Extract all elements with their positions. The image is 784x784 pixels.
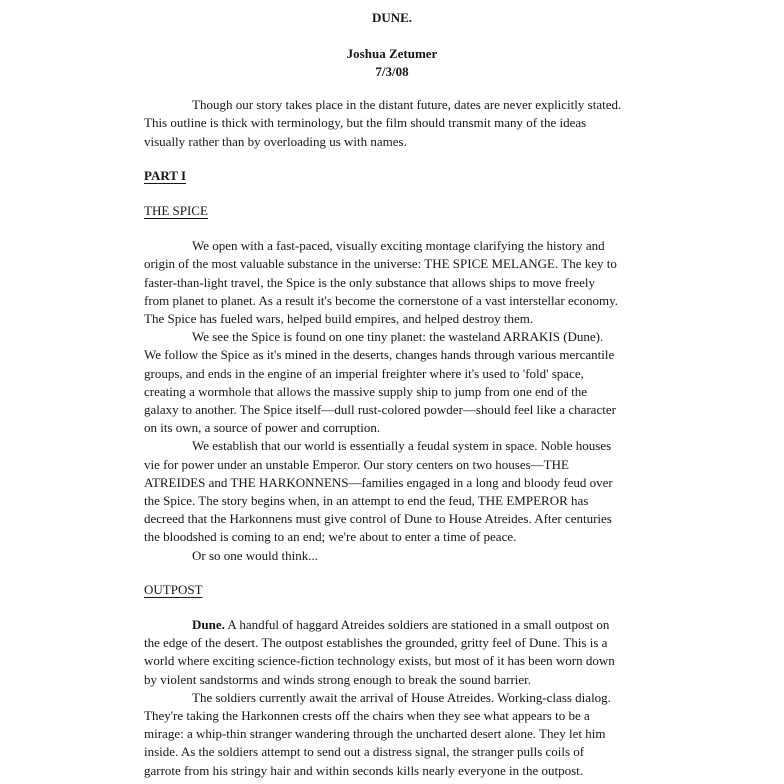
- paragraph-line: visually rather than by overloading us with names.: [144, 133, 407, 149]
- paragraph-line: creating a wormhole that allows the massive supply ship to jump from one end of the: [144, 383, 587, 399]
- outpost-paragraph-1: [144, 616, 694, 689]
- paragraph-line: Though our story takes place in the distant future, dates are never explicitly stated.: [192, 97, 622, 113]
- bold-lead: Dune.: [192, 616, 225, 632]
- paragraph-line: We establish that our world is essentially a feudal system in space. Noble houses: [192, 438, 612, 454]
- paragraph-line: They're taking the Harkonnen crests off the chairs when they see what appears to be a: [144, 708, 590, 723]
- outpost-paragraph-2: [144, 689, 694, 780]
- paragraph-line: faster-than-light travel, the Spice is the only substance that allows ships to move freely: [144, 274, 596, 290]
- paragraph-line: Dune. A handful of haggard Atreides soldiers are stationed in a small outpost on: [192, 616, 610, 632]
- paragraph-line: We see the Spice is found on one tiny planet: the wasteland ARRAKIS (Dune).: [192, 329, 604, 345]
- intro-paragraph: [144, 96, 694, 151]
- paragraph-line: This outline is thick with terminology, but the film should transmit many of the ideas: [144, 115, 587, 131]
- paragraph-line: the bloodshed is coming to an end; we're about to enter a time of peace.: [144, 529, 517, 545]
- part-i-heading: PART I: [144, 167, 187, 183]
- doc-date: 7/3/08: [375, 63, 409, 79]
- paragraph-line: galaxy to another. The Spice itself—dull rust-colored powder—should feel like a character: [144, 401, 616, 417]
- paragraph-line: vie for power under an unstable Emperor. Our story centers on two houses—THE: [144, 456, 569, 472]
- paragraph-line: from planet to planet. As a result it's become the cornerstone of a vast interstellar economy.: [144, 292, 619, 308]
- title-block: [0, 0, 784, 81]
- paragraph-line: decreed that the Harkonnens must give control of Dune to House Atreides. After centuries: [144, 511, 612, 527]
- paragraph-line: Or so one would think...: [192, 547, 319, 563]
- the-spice-heading: THE SPICE: [144, 202, 208, 218]
- doc-author: Joshua Zetumer: [346, 45, 438, 61]
- doc-title: DUNE.: [371, 10, 413, 25]
- spice-paragraph-4: [144, 547, 694, 565]
- spice-paragraph-3: [144, 437, 694, 546]
- paragraph-line: mirage: a whip-thin stranger wandering through the uncharted desert alone. They let him: [144, 726, 606, 742]
- paragraph-line: The soldiers currently await the arrival of House Atreides. Working-class dialog.: [192, 689, 611, 705]
- paragraph-line: The Spice has fueled wars, helped build empires, and helped destroy them.: [144, 310, 534, 326]
- paragraph-line: by violent sandstorms and winds strong enough to break the sound barrier.: [144, 671, 532, 687]
- paragraph-line: groups, and ends in the engine of an imperial freighter where it's used to 'fold' space,: [144, 365, 584, 381]
- paragraph-line: ATREIDES and THE HARKONNENS—families engaged in a long and bloody feud over: [144, 474, 613, 490]
- paragraph-line: origin of the most valuable substance in the universe: THE SPICE MELANGE. The key to: [144, 256, 617, 272]
- paragraph-line: on its own, a source of power and corruption.: [144, 420, 381, 436]
- paragraph-line: the Spice. The story begins when, in an attempt to end the feud, THE EMPEROR has: [144, 492, 589, 508]
- doc-body: [0, 96, 784, 780]
- outpost-heading: OUTPOST: [144, 581, 203, 597]
- paragraph-line: inside. As the soldiers attempt to send out a distress signal, the stranger pulls coils of: [144, 744, 585, 760]
- spice-paragraph-1: [144, 237, 694, 328]
- paragraph-line: world where exciting science-fiction technology exists, but most of it has been worn down: [144, 653, 615, 669]
- paragraph-line: the edge of the desert. The outpost establishes the grounded, gritty feel of Dune. This is a: [144, 635, 608, 651]
- spice-paragraph-2: [144, 328, 694, 437]
- paragraph-line: We open with a fast-paced, visually exciting montage clarifying the history and: [192, 238, 605, 254]
- paragraph-line: garrote from his stringy hair and within seconds kills nearly everyone in the outpost.: [144, 762, 584, 778]
- paragraph-line: We follow the Spice as it's mined in the deserts, changes hands through various mercantile: [144, 347, 615, 363]
